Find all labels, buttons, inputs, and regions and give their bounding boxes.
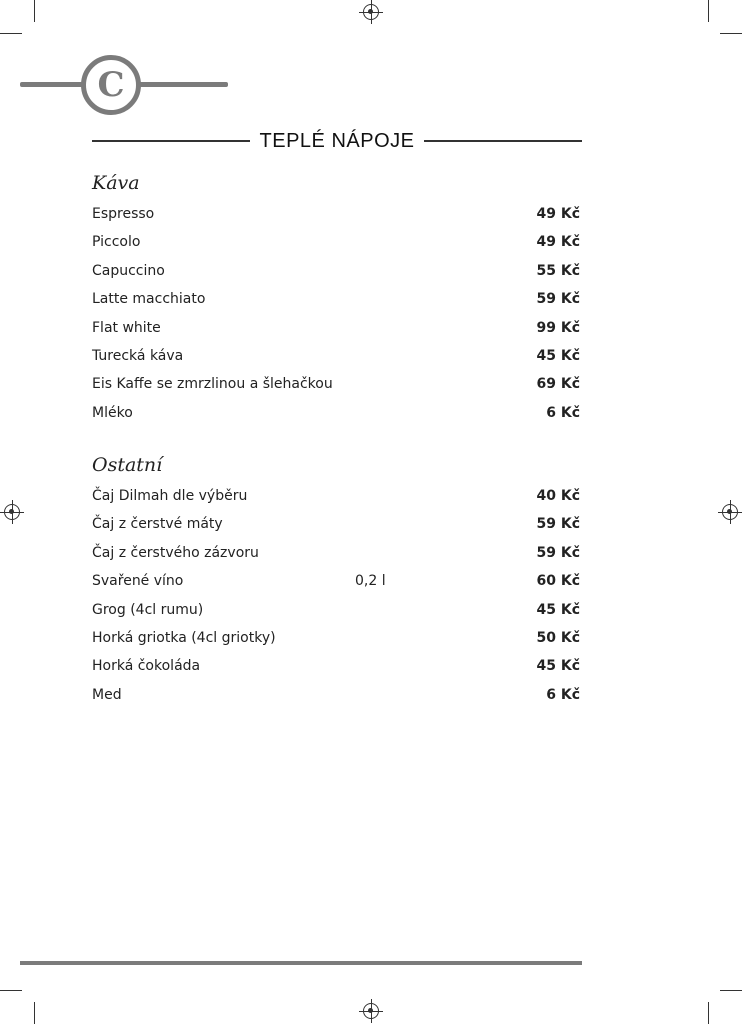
item-name: Latte macchiato [92, 291, 206, 308]
item-name: Grog (4cl rumu) [92, 601, 204, 618]
item-name: Čaj z čerstvé máty [92, 516, 223, 533]
menu-item [92, 544, 582, 572]
item-price: 45 Kč [536, 601, 580, 618]
item-price: 50 Kč [536, 629, 580, 646]
brand-logo-icon [81, 55, 141, 115]
menu-item [92, 375, 582, 403]
page-title-row [92, 128, 582, 154]
menu-item [92, 404, 582, 432]
item-price: 6 Kč [546, 686, 580, 703]
item-name: Horká griotka (4cl griotky) [92, 629, 276, 646]
registration-mark-icon [363, 1003, 379, 1019]
menu-list-ostatni [92, 487, 582, 714]
registration-mark-icon [363, 4, 379, 20]
item-name: Espresso [92, 206, 155, 222]
menu-item [92, 233, 582, 261]
crop-mark [0, 990, 22, 991]
item-name: Flat white [92, 319, 161, 336]
item-price: 45 Kč [536, 658, 580, 675]
item-name: Piccolo [92, 234, 141, 251]
item-name: Eis Kaffe se zmrzlinou a šlehačkou [92, 376, 333, 393]
menu-item [92, 572, 582, 600]
item-price: 6 Kč [546, 404, 580, 421]
item-price: 59 Kč [536, 516, 580, 533]
crop-mark [34, 0, 35, 22]
crop-mark [0, 33, 22, 34]
item-price: 40 Kč [536, 488, 580, 504]
menu-item [92, 515, 582, 543]
section-heading-kava: Káva [92, 172, 140, 194]
menu-item [92, 347, 582, 375]
item-price: 55 Kč [536, 262, 580, 279]
item-name: Med [92, 686, 122, 703]
item-name: Čaj Dilmah dle výběru [92, 488, 248, 504]
registration-mark-icon [722, 504, 738, 520]
item-name: Capuccino [92, 262, 165, 279]
menu-list-kava [92, 205, 582, 432]
item-price: 59 Kč [536, 544, 580, 561]
title-rule-right [424, 140, 582, 142]
menu-item [92, 205, 582, 233]
menu-item [92, 290, 582, 318]
item-volume: 0,2 l [355, 573, 386, 590]
menu-item [92, 601, 582, 629]
crop-mark [708, 0, 709, 22]
item-name: Mléko [92, 404, 133, 421]
footer-rule [20, 961, 582, 965]
menu-item [92, 629, 582, 657]
page-title: TEPLÉ NÁPOJE [259, 129, 415, 152]
menu-item [92, 319, 582, 347]
menu-item [92, 657, 582, 685]
title-rule-left [92, 140, 250, 142]
crop-mark [708, 1002, 709, 1024]
item-name: Čaj z čerstvého zázvoru [92, 544, 259, 561]
menu-item [92, 686, 582, 714]
menu-item [92, 262, 582, 290]
section-heading-ostatni: Ostatní [92, 454, 163, 476]
item-name: Horká čokoláda [92, 658, 201, 675]
crop-mark [34, 1002, 35, 1024]
item-price: 49 Kč [536, 206, 580, 222]
item-name: Turecká káva [92, 347, 184, 364]
item-price: 69 Kč [536, 376, 580, 393]
crop-mark [720, 990, 742, 991]
item-price: 60 Kč [536, 573, 580, 590]
logo-letter: C [97, 65, 125, 105]
crop-mark [720, 33, 742, 34]
menu-item [92, 487, 582, 515]
item-name: Svařené víno [92, 573, 184, 590]
item-price: 99 Kč [536, 319, 580, 336]
item-price: 45 Kč [536, 347, 580, 364]
item-price: 59 Kč [536, 291, 580, 308]
item-price: 49 Kč [536, 234, 580, 251]
registration-mark-icon [4, 504, 20, 520]
